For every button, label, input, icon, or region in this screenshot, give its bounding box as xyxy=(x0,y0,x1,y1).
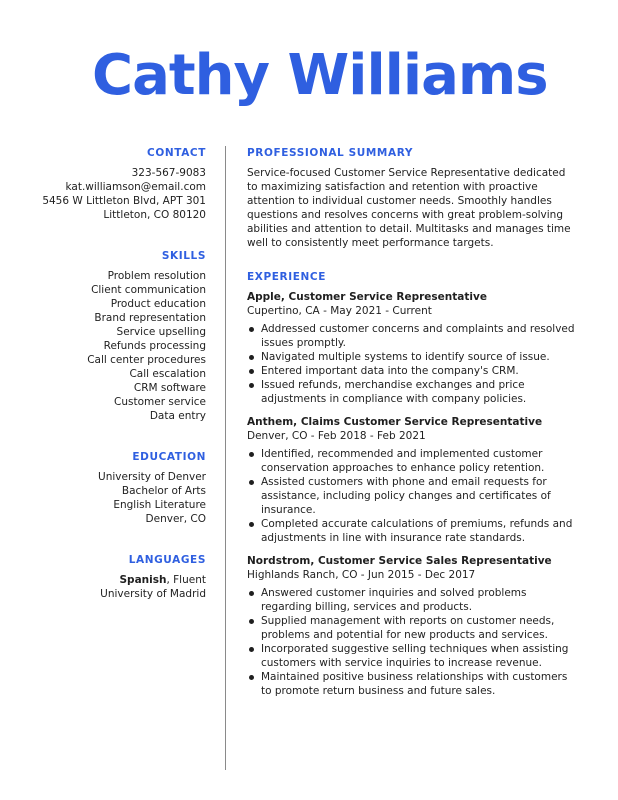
education-degree: Bachelor of Arts xyxy=(121,485,206,497)
summary-line: abilities and attention to detail. Multitasks and manages time xyxy=(247,223,571,235)
bullet-line: Supplied management with reports on customer needs, xyxy=(261,615,555,627)
bullet-line: Addressed customer concerns and complaints and resolved xyxy=(261,323,575,335)
bullet-line: regarding billing, services and products. xyxy=(261,601,473,613)
education-location: Denver, CO xyxy=(145,513,206,525)
skill-item: Call escalation xyxy=(129,368,206,380)
language-school: University of Madrid xyxy=(100,588,206,600)
summary-line: questions and resolves concerns with great problem-solving xyxy=(247,209,563,221)
education-heading: EDUCATION xyxy=(132,451,206,463)
bullet-line: to promote return business and future sales. xyxy=(261,685,496,697)
job-bullet xyxy=(247,364,577,378)
job-bullet xyxy=(247,517,577,545)
job-bullet xyxy=(247,322,577,350)
job-bullet xyxy=(247,642,577,670)
summary-line: well to consistently meet performance targets. xyxy=(247,237,494,249)
bullet-line: Assisted customers with phone and email requests for xyxy=(261,476,547,488)
bullet-line: adjustments in compliance with company policies. xyxy=(261,393,527,405)
bullet-dot-icon xyxy=(249,452,254,457)
bullet-line: customers with service inquiries to increase revenue. xyxy=(261,657,542,669)
job-entry xyxy=(247,415,577,545)
right-column xyxy=(247,146,577,698)
bullet-line: assistance, including policy changes and certificates of xyxy=(261,490,551,502)
skill-item: Service upselling xyxy=(116,326,206,338)
bullet-dot-icon xyxy=(249,369,254,374)
job-bullet xyxy=(247,670,577,698)
job-location-dates: Highlands Ranch, CO - Jun 2015 - Dec 2017 xyxy=(247,569,476,581)
bullet-line: Identified, recommended and implemented customer xyxy=(261,448,543,460)
job-bullets xyxy=(247,447,577,545)
bullet-dot-icon xyxy=(249,383,254,388)
job-bullets xyxy=(247,322,577,406)
job-bullet xyxy=(247,378,577,406)
bullet-line: Answered customer inquiries and solved problems xyxy=(261,587,527,599)
job-bullets xyxy=(247,586,577,698)
education-major: English Literature xyxy=(113,499,206,511)
skill-item: Client communication xyxy=(91,284,206,296)
bullet-dot-icon xyxy=(249,522,254,527)
skills-section xyxy=(6,249,206,423)
skill-item: Customer service xyxy=(114,396,206,408)
skill-item: CRM software xyxy=(133,382,206,394)
column-divider xyxy=(225,146,226,770)
language-name: Spanish xyxy=(119,574,167,586)
job-title: , Customer Service Sales Representative xyxy=(310,555,552,567)
skill-item: Call center procedures xyxy=(87,354,206,366)
skills-list xyxy=(6,269,206,423)
job-list xyxy=(247,290,577,698)
skill-item: Data entry xyxy=(149,410,206,422)
skill-item: Refunds processing xyxy=(103,340,206,352)
education-school: University of Denver xyxy=(98,471,206,483)
summary-text xyxy=(247,166,577,250)
contact-section xyxy=(6,146,206,222)
bullet-line: Incorporated suggestive selling techniques when assisting xyxy=(261,643,569,655)
bullet-dot-icon xyxy=(249,675,254,680)
bullet-dot-icon xyxy=(249,327,254,332)
bullet-line: issues promptly. xyxy=(261,337,346,349)
languages-section xyxy=(6,553,206,601)
job-bullet xyxy=(247,350,577,364)
job-company: Anthem xyxy=(247,416,294,428)
summary-section xyxy=(247,146,577,250)
contact-email: kat.williamson@email.com xyxy=(65,181,206,193)
job-company: Apple xyxy=(247,291,281,303)
summary-heading: PROFESSIONAL SUMMARY xyxy=(247,147,414,159)
bullet-dot-icon xyxy=(249,591,254,596)
bullet-dot-icon xyxy=(249,480,254,485)
bullet-dot-icon xyxy=(249,647,254,652)
language-entry xyxy=(6,573,206,587)
job-title: , Claims Customer Service Representative xyxy=(293,416,543,428)
skill-item: Problem resolution xyxy=(107,270,206,282)
job-bullet xyxy=(247,447,577,475)
skill-item: Brand representation xyxy=(94,312,206,324)
bullet-line: Completed accurate calculations of premiums, refunds and xyxy=(261,518,573,530)
left-column xyxy=(6,146,206,601)
bullet-line: Entered important data into the company's CRM. xyxy=(261,365,519,377)
job-heading xyxy=(247,415,577,429)
bullet-line: adjustments in line with insurance rate standards. xyxy=(261,532,526,544)
bullet-line: conservation approaches to enhance policy retention. xyxy=(261,462,545,474)
job-bullet xyxy=(247,586,577,614)
job-location-dates: Denver, CO - Feb 2018 - Feb 2021 xyxy=(247,430,426,442)
contact-address-line2: Littleton, CO 80120 xyxy=(103,209,206,221)
contact-address-line1: 5456 W Littleton Blvd, APT 301 xyxy=(42,195,206,207)
candidate-name: Cathy Williams xyxy=(92,43,548,108)
job-company: Nordstrom xyxy=(247,555,311,567)
bullet-dot-icon xyxy=(249,619,254,624)
summary-line: Service-focused Customer Service Representative dedicated xyxy=(247,167,566,179)
skills-heading: SKILLS xyxy=(161,250,206,262)
job-bullet xyxy=(247,614,577,642)
skill-item: Product education xyxy=(110,298,206,310)
contact-heading: CONTACT xyxy=(147,147,206,159)
experience-heading: EXPERIENCE xyxy=(247,271,326,283)
job-title: , Customer Service Representative xyxy=(280,291,487,303)
bullet-line: problems and potential for new products and services. xyxy=(261,629,548,641)
education-section xyxy=(6,450,206,526)
bullet-dot-icon xyxy=(249,355,254,360)
bullet-line: insurance. xyxy=(261,504,316,516)
job-heading xyxy=(247,554,577,568)
experience-section xyxy=(247,270,577,698)
summary-line: attention to individual customer needs. Smoothly handles xyxy=(247,195,552,207)
job-heading xyxy=(247,290,577,304)
contact-phone: 323-567-9083 xyxy=(131,167,206,179)
summary-line: to maximizing satisfaction and retention with proactive xyxy=(247,181,538,193)
job-location-dates: Cupertino, CA - May 2021 - Current xyxy=(247,305,432,317)
bullet-line: Maintained positive business relationships with customers xyxy=(261,671,568,683)
bullet-line: Issued refunds, merchandise exchanges and price xyxy=(261,379,525,391)
language-level: , Fluent xyxy=(166,574,206,586)
job-entry xyxy=(247,290,577,406)
job-bullet xyxy=(247,475,577,517)
languages-heading: LANGUAGES xyxy=(128,554,206,566)
bullet-line: Navigated multiple systems to identify source of issue. xyxy=(261,351,550,363)
job-entry xyxy=(247,554,577,698)
